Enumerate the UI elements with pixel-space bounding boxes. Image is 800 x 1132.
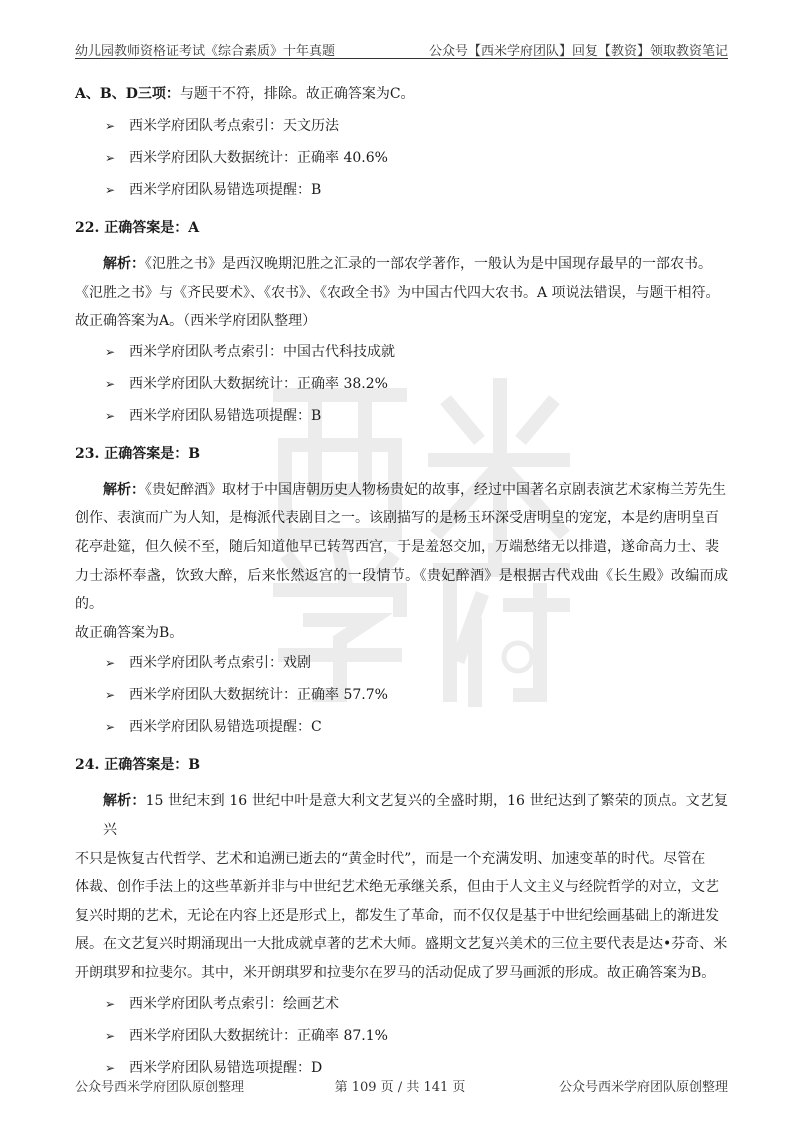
arrow-bullet-icon: ➢ xyxy=(105,720,116,735)
header-right: 公众号【西米学府团队】回复【教资】领取教资笔记 xyxy=(428,44,728,59)
header-left: 幼儿园教师资格证考试《综合素质》十年真题 xyxy=(75,44,336,59)
question-24 xyxy=(75,755,728,1077)
arrow-bullet-icon: ➢ xyxy=(105,183,116,197)
analysis-paragraph: 解析：15 世纪末到 16 世纪中叶是意大利文艺复兴的全盛时期，16 世纪达到了繁荣的顶点。文艺复兴 不只是恢复古代哲学、艺术和追溯已逝去的“黄金时代”，而是一个充满发明、加速变革的时代。尽管在 体裁、创作手法上的这些革新并非与中世纪艺术绝无承继关系，但由于人文主义与经院哲学的对立，文艺 复兴时期的艺术，无论在内容上还是形式上，都发生了革命，而不仅仅是基于中世纪绘画基础上的渐进发 展。在文艺复兴时期涌现出一大批成就卓著的艺术大师。盛期文艺复兴美术的三位主要代表是达•芬奇、米 开朗琪罗和拉斐尔。其中，米开朗琪罗和拉斐尔在罗马的活动促成了罗马画派的形成。故正确答案为B。 xyxy=(75,793,729,981)
intro-section xyxy=(75,80,728,200)
list-item: ➢ 西米学府团队大数据统计：正确率 57.7% xyxy=(105,687,388,704)
list-item: ➢ 西米学府团队考点索引：绘画艺术 xyxy=(105,995,339,1012)
page-content xyxy=(75,80,728,1090)
list-item: ➢ 西米学府团队考点索引：天文历法 xyxy=(105,118,339,134)
question-title: 22. 正确答案是：A xyxy=(75,220,200,236)
intro-line xyxy=(75,80,728,108)
arrow-bullet-icon: ➢ xyxy=(105,119,116,133)
arrow-bullet-icon: ➢ xyxy=(105,151,116,165)
intro-text: 与题干不符，排除。故正确答案为C。 xyxy=(179,86,415,102)
list-item: ➢ 西米学府团队大数据统计：正确率 87.1% xyxy=(105,1027,388,1044)
footer-left: 公众号西米学府团队原创整理 xyxy=(75,1080,245,1095)
analysis-paragraph: 解析：《氾胜之书》是西汉晚期氾胜之汇录的一部农学著作，一般认为是中国现存最早的一部农书。 《氾胜之书》与《齐民要术》、《农书》、《农政全书》为中国古代四大农书。A 项说法错误，与题干相符。 故正确答案为A。（西米学府团队整理） xyxy=(75,256,720,330)
analysis-label: 解析： xyxy=(103,256,145,272)
page-footer xyxy=(0,1076,800,1096)
page-number: 第 109 页 / 共 141 页 xyxy=(334,1080,466,1095)
analysis-paragraph: 解析：《贵妃醉酒》取材于中国唐朝历史人物杨贵妃的故事，经过中国著名京剧表演艺术家梅兰芳先生 创作、表演而广为人知，是梅派代表剧目之一。该剧描写的是杨玉环深受唐明皇的宠宠，本是约唐明皇百 花亭赴筵，但久候不至，随后知道他早已转驾西宫，于是羞怒交加，万端愁绪无以排遣，遂命高力士、裴 力士添杯奉盏，饮致大醉，后来怅然返宫的一段情节。《贵妃醉酒》是根据古代戏曲《长生殿》改编而成的。 故正确答案为B。 xyxy=(75,481,728,641)
list-item: ➢ 西米学府团队易错选项提醒：C xyxy=(105,719,322,736)
analysis-label: 解析： xyxy=(103,793,146,810)
question-title: 24. 正确答案是：B xyxy=(75,757,201,774)
footer-right: 公众号西米学府团队原创整理 xyxy=(558,1080,728,1095)
list-item: ➢ 西米学府团队易错选项提醒：B xyxy=(105,407,322,424)
list-item: ➢ 西米学府团队大数据统计：正确率 40.6% xyxy=(105,150,388,166)
arrow-bullet-icon: ➢ xyxy=(105,408,116,423)
arrow-bullet-icon: ➢ xyxy=(105,996,116,1011)
analysis-label: 解析： xyxy=(103,481,145,498)
list-item: ➢ 西米学府团队考点索引：中国古代科技成就 xyxy=(105,343,395,360)
question-23 xyxy=(75,444,728,738)
list-item: ➢ 西米学府团队易错选项提醒：B xyxy=(105,182,322,198)
question-22 xyxy=(75,218,728,426)
intro-label: A、B、D三项： xyxy=(75,86,180,102)
watermark-text: 西米学府 xyxy=(270,375,274,376)
question-title: 23. 正确答案是：B xyxy=(75,445,201,462)
arrow-bullet-icon: ➢ xyxy=(105,376,116,391)
arrow-bullet-icon: ➢ xyxy=(105,344,116,359)
list-item: ➢ 西米学府团队易错选项提醒：D xyxy=(105,1059,323,1076)
list-item: ➢ 西米学府团队考点索引：戏剧 xyxy=(105,655,311,672)
list-item: ➢ 西米学府团队大数据统计：正确率 38.2% xyxy=(105,375,388,392)
arrow-bullet-icon: ➢ xyxy=(105,1028,116,1043)
page-header xyxy=(75,18,728,59)
arrow-bullet-icon: ➢ xyxy=(105,656,116,671)
arrow-bullet-icon: ➢ xyxy=(105,1060,116,1075)
arrow-bullet-icon: ➢ xyxy=(105,688,116,703)
